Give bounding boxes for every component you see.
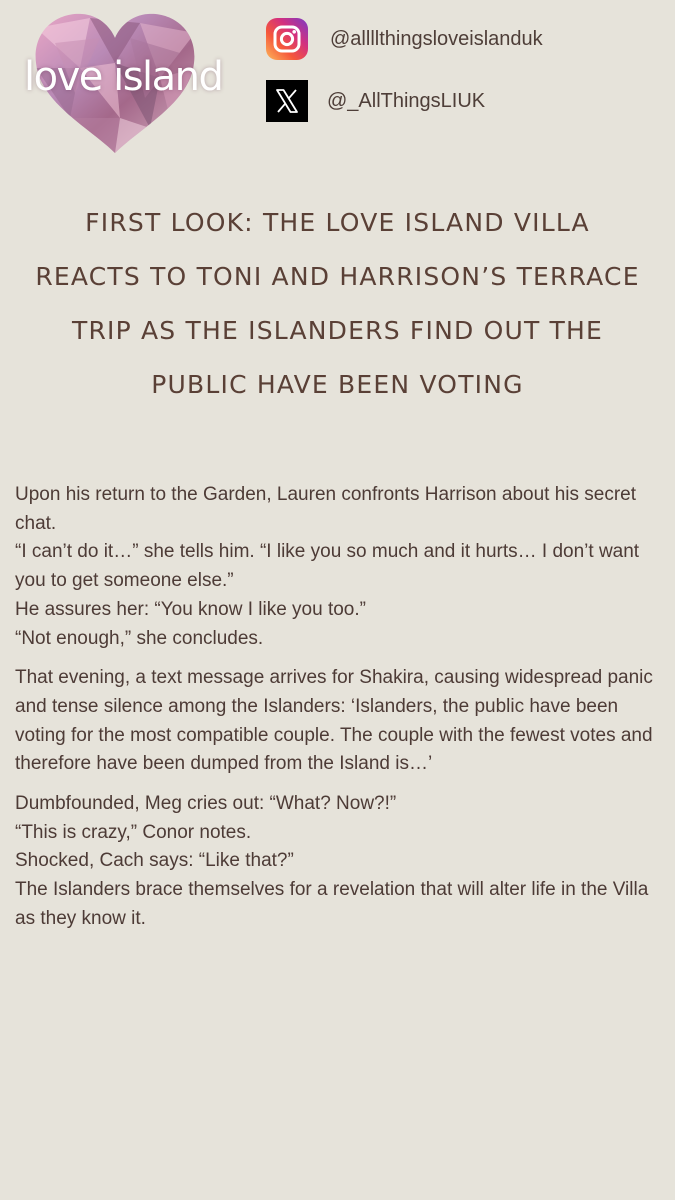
instagram-handle-text: @allllthingsloveislanduk (330, 27, 543, 50)
article-line: He assures her: “You know I like you too.” (15, 598, 366, 620)
article-paragraph (15, 664, 660, 779)
x-icon (266, 80, 308, 122)
logo-wordmark: love island (24, 54, 223, 100)
article-line: The Islanders brace themselves for a revelation that will alter life in the Villa as they know it. (15, 879, 649, 929)
article-line: Dumbfounded, Meg cries out: “What? Now?!” (15, 793, 397, 815)
article-line: “This is crazy,” Conor notes. (15, 821, 252, 843)
article-line: Shocked, Cach says: “Like that?” (15, 850, 294, 872)
love-island-logo (20, 8, 223, 158)
article-paragraph (15, 481, 660, 653)
article-paragraph (15, 790, 660, 934)
article-line: “I can’t do it…” she tells him. “I like you so much and it hurts… I don’t want you to get someone else.” (15, 541, 640, 592)
instagram-icon (266, 18, 308, 60)
x-handle-text: @_AllThingsLIUK (327, 89, 486, 112)
article-headline: FIRST LOOK: THE LOVE ISLAND VILLA REACTS TO TONI AND HARRISON’S TERRACE TRIP AS THE ISLANDERS FIND OUT THE PUBLIC HAVE BEEN VOTING (35, 208, 640, 399)
instagram-handle-row[interactable] (266, 18, 543, 60)
x-handle-row[interactable] (266, 80, 485, 122)
article-line: Upon his return to the Garden, Lauren confronts Harrison about his secret chat. (15, 484, 637, 534)
article-line: That evening, a text message arrives for Shakira, causing widespread panic and tense silence among the Islanders: ‘Islanders, the public have been voting for the most compatible couple. The couple with the fewest votes and therefore have been dumped from the Island is…’ (15, 667, 653, 775)
article-line: “Not enough,” she concludes. (15, 627, 264, 649)
article-body (15, 481, 660, 945)
